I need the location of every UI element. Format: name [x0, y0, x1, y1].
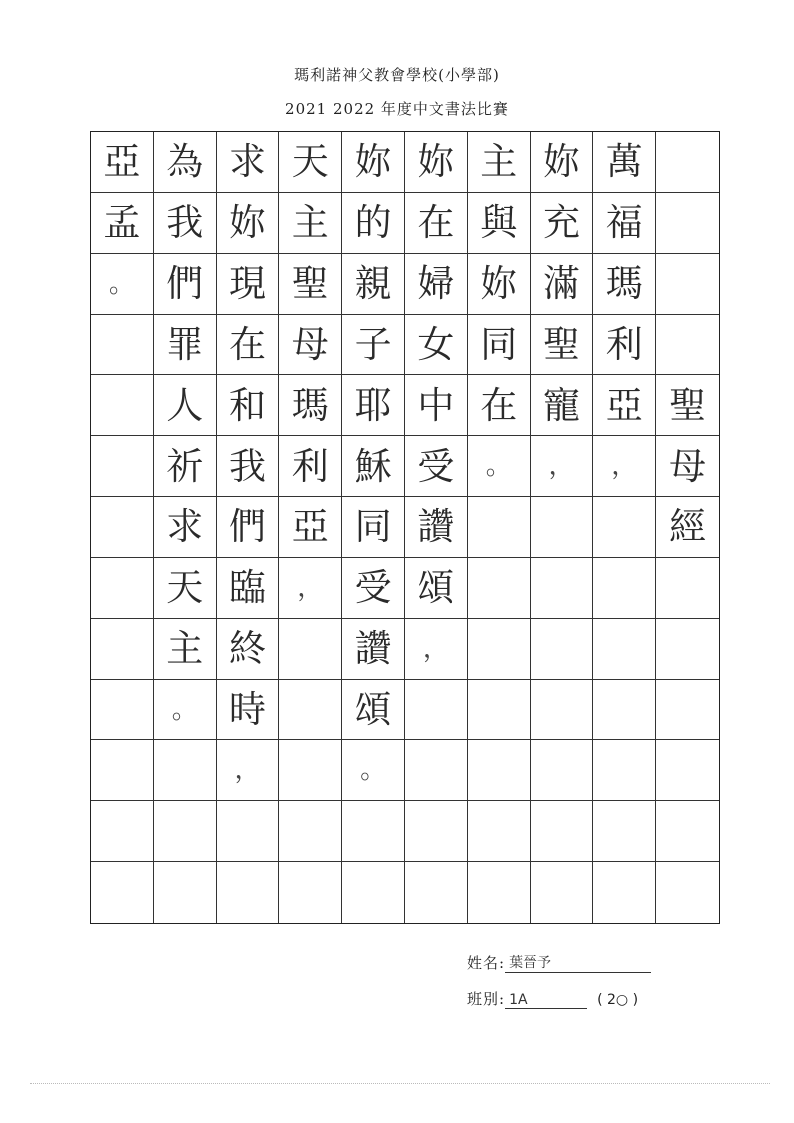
- seat-close-paren: ): [632, 992, 639, 1008]
- grid-cell: [593, 740, 656, 801]
- grid-cell: [656, 315, 719, 376]
- name-value: 葉晉予: [505, 952, 651, 973]
- grid-cell: 受: [342, 558, 405, 619]
- grid-cell: 。: [342, 740, 405, 801]
- grid-cell: [91, 375, 154, 436]
- grid-cell: [468, 740, 531, 801]
- grid-cell: 聖: [279, 254, 342, 315]
- grid-cell: [405, 801, 468, 862]
- grid-cell: 中: [405, 375, 468, 436]
- grid-cell: 主: [468, 132, 531, 193]
- grid-cell: 祈: [154, 436, 217, 497]
- seat-open-paren: (: [597, 992, 603, 1008]
- grid-cell: [405, 680, 468, 741]
- grid-cell: [405, 862, 468, 923]
- grid-cell: ，: [217, 740, 280, 801]
- grid-cell: [91, 740, 154, 801]
- grid-cell: 。: [468, 436, 531, 497]
- grid-cell: [468, 619, 531, 680]
- grid-cell: [91, 497, 154, 558]
- grid-cell: 妳: [531, 132, 594, 193]
- grid-cell: 妳: [405, 132, 468, 193]
- grid-cell: [593, 680, 656, 741]
- grid-cell: 我: [154, 193, 217, 254]
- grid-cell: 讚: [342, 619, 405, 680]
- grid-cell: [217, 801, 280, 862]
- grid-cell: 求: [154, 497, 217, 558]
- grid-cell: 利: [593, 315, 656, 376]
- grid-cell: 聖: [531, 315, 594, 376]
- grid-cell: 在: [468, 375, 531, 436]
- grid-cell: [468, 558, 531, 619]
- grid-cell: 們: [217, 497, 280, 558]
- school-title: 瑪利諾神父教會學校(小學部): [294, 66, 500, 84]
- grid-cell: 子: [342, 315, 405, 376]
- grid-cell: 亞: [279, 497, 342, 558]
- grid-cell: [468, 497, 531, 558]
- grid-cell: [656, 558, 719, 619]
- grid-cell: 孟: [91, 193, 154, 254]
- grid-cell: 在: [405, 193, 468, 254]
- grid-cell: 福: [593, 193, 656, 254]
- grid-cell: 終: [217, 619, 280, 680]
- grid-cell: 天: [154, 558, 217, 619]
- grid-cell: 頌: [342, 680, 405, 741]
- grid-cell: [531, 619, 594, 680]
- grid-cell: [656, 132, 719, 193]
- grid-cell: [531, 680, 594, 741]
- grid-cell: 和: [217, 375, 280, 436]
- name-row: [467, 952, 651, 973]
- grid-cell: 。: [154, 680, 217, 741]
- grid-cell: 時: [217, 680, 280, 741]
- grid-cell: [91, 315, 154, 376]
- grid-cell: [342, 801, 405, 862]
- grid-cell: 。: [91, 254, 154, 315]
- grid-cell: 為: [154, 132, 217, 193]
- grid-cell: [593, 497, 656, 558]
- grid-cell: 母: [656, 436, 719, 497]
- grid-cell: 同: [342, 497, 405, 558]
- grid-cell: [656, 254, 719, 315]
- calligraphy-grid: [90, 131, 720, 924]
- grid-cell: 萬: [593, 132, 656, 193]
- grid-cell: 的: [342, 193, 405, 254]
- grid-cell: 母: [279, 315, 342, 376]
- seat-value: 2○: [606, 992, 629, 1008]
- grid-cell: 讚: [405, 497, 468, 558]
- grid-cell: [656, 801, 719, 862]
- grid-cell: [531, 497, 594, 558]
- grid-cell: [468, 801, 531, 862]
- grid-cell: 滿: [531, 254, 594, 315]
- grid-cell: 頌: [405, 558, 468, 619]
- grid-cell: 妳: [468, 254, 531, 315]
- grid-cell: 在: [217, 315, 280, 376]
- grid-cell: 聖: [656, 375, 719, 436]
- grid-cell: 耶: [342, 375, 405, 436]
- grid-cell: [279, 801, 342, 862]
- grid-cell: ，: [593, 436, 656, 497]
- grid-cell: 天: [279, 132, 342, 193]
- grid-cell: [468, 862, 531, 923]
- grid-cell: 臨: [217, 558, 280, 619]
- grid-cell: [468, 680, 531, 741]
- grid-cell: 寵: [531, 375, 594, 436]
- grid-cell: 妳: [342, 132, 405, 193]
- grid-cell: 人: [154, 375, 217, 436]
- grid-cell: [656, 619, 719, 680]
- grid-cell: 與: [468, 193, 531, 254]
- grid-cell: [593, 619, 656, 680]
- grid-cell: [279, 680, 342, 741]
- contest-title: 2021 2022 年度中文書法比賽: [285, 100, 509, 118]
- seat-number: [597, 992, 638, 1008]
- grid-cell: [91, 558, 154, 619]
- grid-cell: ，: [531, 436, 594, 497]
- grid-cell: 們: [154, 254, 217, 315]
- grid-cell: [279, 862, 342, 923]
- grid-cell: [531, 862, 594, 923]
- grid-cell: 我: [217, 436, 280, 497]
- grid-cell: ，: [279, 558, 342, 619]
- grid-cell: 婦: [405, 254, 468, 315]
- grid-cell: [154, 740, 217, 801]
- grid-cell: 妳: [217, 193, 280, 254]
- grid-cell: [279, 619, 342, 680]
- grid-cell: 充: [531, 193, 594, 254]
- grid-cell: [593, 801, 656, 862]
- grid-cell: [531, 740, 594, 801]
- class-label: 班別:: [467, 990, 506, 1008]
- grid-cell: [154, 801, 217, 862]
- grid-cell: 罪: [154, 315, 217, 376]
- grid-cell: 主: [279, 193, 342, 254]
- grid-cell: [656, 680, 719, 741]
- grid-cell: ，: [405, 619, 468, 680]
- grid-cell: 主: [154, 619, 217, 680]
- grid-cell: 經: [656, 497, 719, 558]
- grid-cell: [91, 619, 154, 680]
- grid-cell: [279, 740, 342, 801]
- grid-cell: 瑪: [593, 254, 656, 315]
- grid-cell: 現: [217, 254, 280, 315]
- grid-cell: 同: [468, 315, 531, 376]
- grid-cell: 亞: [91, 132, 154, 193]
- grid-cell: 女: [405, 315, 468, 376]
- grid-cell: [91, 862, 154, 923]
- grid-cell: [405, 740, 468, 801]
- class-value: 1A: [505, 992, 587, 1009]
- grid-cell: 利: [279, 436, 342, 497]
- class-row: [467, 988, 638, 1009]
- grid-cell: 求: [217, 132, 280, 193]
- grid-cell: [531, 801, 594, 862]
- grid-cell: [593, 862, 656, 923]
- grid-cell: [531, 558, 594, 619]
- grid-cell: 瑪: [279, 375, 342, 436]
- grid-cell: 受: [405, 436, 468, 497]
- grid-cell: [656, 862, 719, 923]
- grid-cell: [593, 558, 656, 619]
- page-edge-line: [30, 1083, 770, 1084]
- grid-cell: [91, 680, 154, 741]
- name-label: 姓名:: [467, 954, 506, 972]
- grid-cell: [154, 862, 217, 923]
- grid-cell: 親: [342, 254, 405, 315]
- grid-cell: 亞: [593, 375, 656, 436]
- grid-cell: [342, 862, 405, 923]
- grid-cell: [91, 436, 154, 497]
- grid-cell: [217, 862, 280, 923]
- grid-cell: 穌: [342, 436, 405, 497]
- grid-cell: [91, 801, 154, 862]
- grid-cell: [656, 193, 719, 254]
- grid-cell: [656, 740, 719, 801]
